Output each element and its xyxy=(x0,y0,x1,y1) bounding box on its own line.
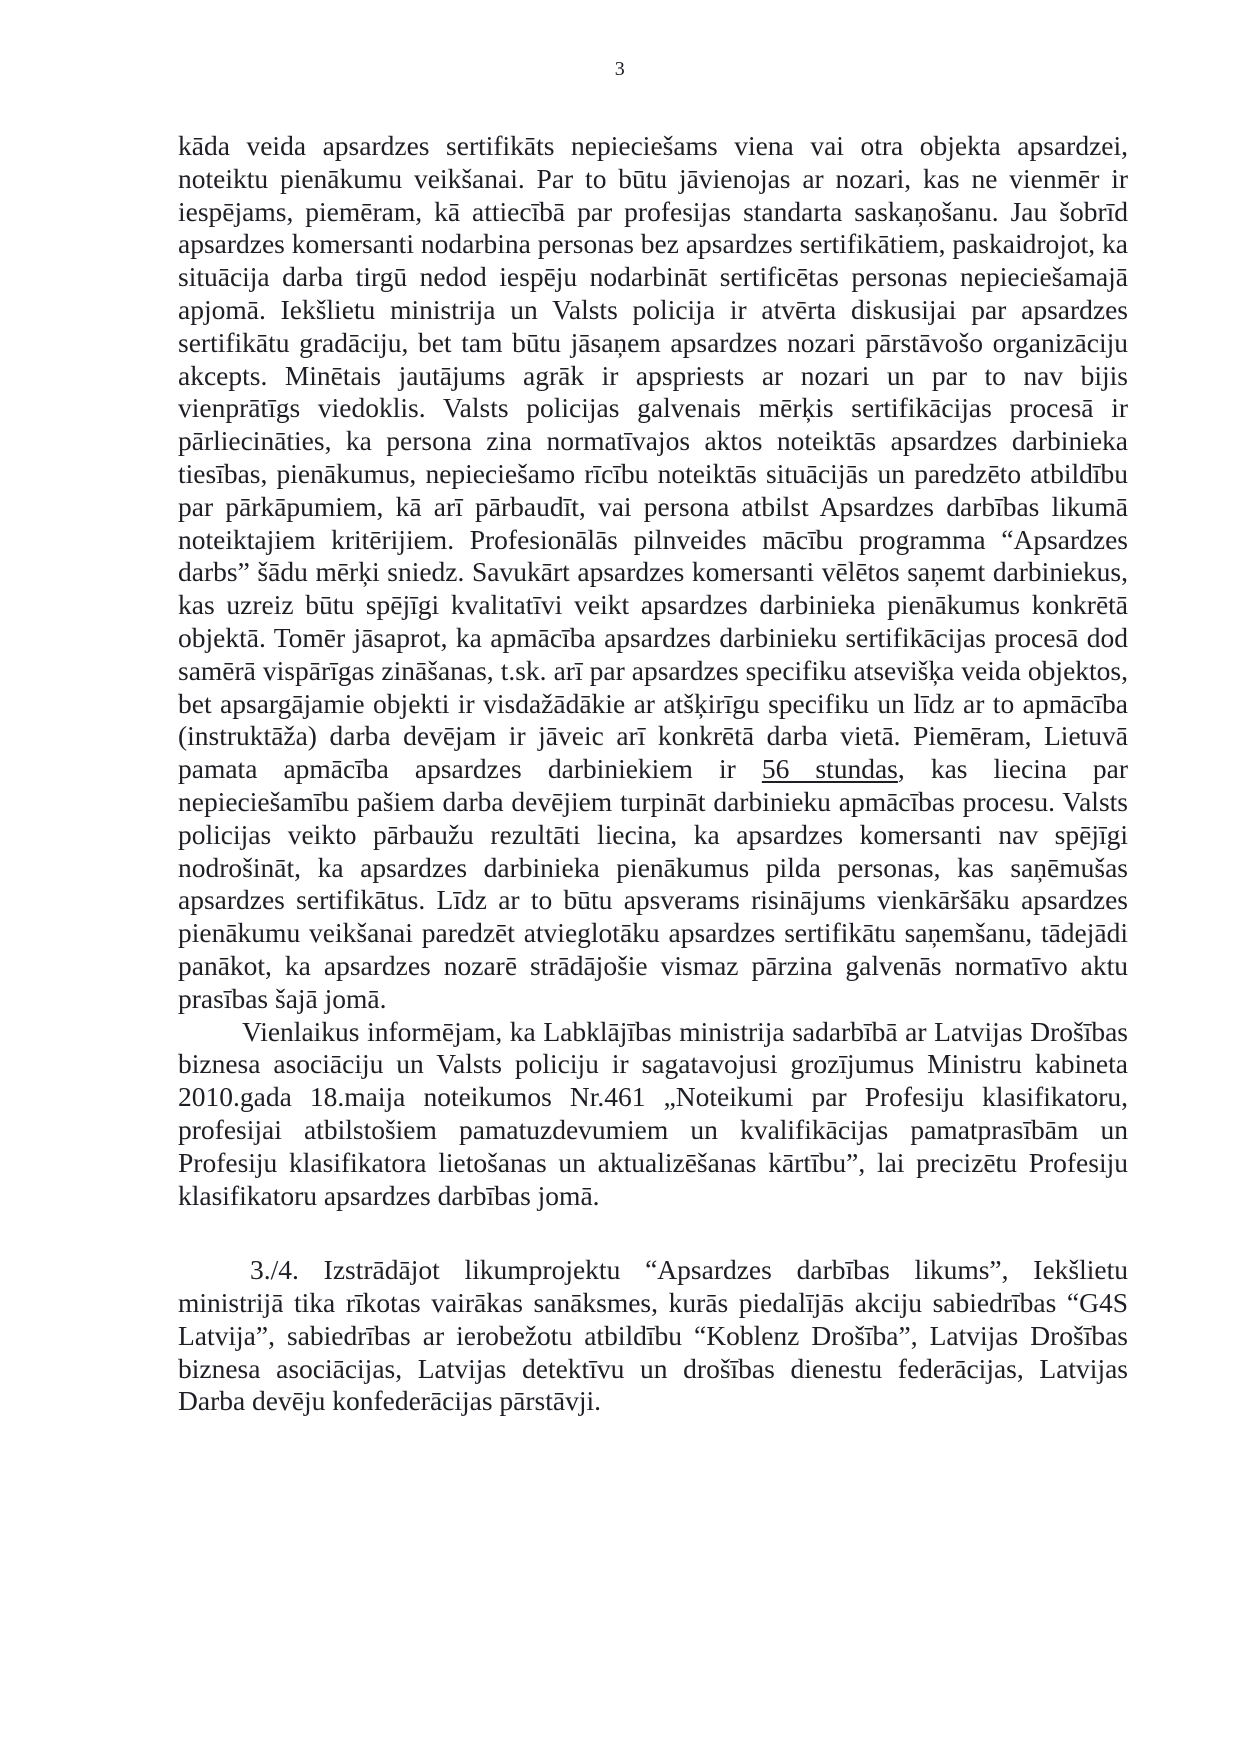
paragraph-text: , kas liecina par nepieciešamību pašiem darba devējiem turpināt darbinieku apmācības procesu. Valsts policijas veikto pārbaužu rezultāti liecina, ka apsardzes komersanti nav spējīgi nodrošināt, ka apsardzes darbinieka pienākumus pilda personas, kas saņēmušas apsardzes sertifikātus. Līdz ar to būtu apsverams risinājums vienkāršāku apsardzes pienākumu veikšanai paredzēt atvieglotāku apsardzes sertifikātu saņemšanu, tādejādi panākot, ka apsardzes nozarē strādājošie vismaz pārzina galvenās normatīvo aktu prasības šajā jomā. xyxy=(178,753,1129,1014)
paragraph-text: kāda veida apsardzes sertifikāts nepieciešams viena vai otra objekta apsardzei, noteiktu pienākumu veikšanai. Par to būtu jāvienojas ar nozari, kas ne vienmēr ir iespējams, piemēram, kā attiecībā par profesijas standarta saskaņošanu. Jau šobrīd apsardzes komersanti nodarbina personas bez apsardzes sertifikātiem, paskaidrojot, ka situācija darba tirgū nedod iespēju nodarbināt sertificētas personas nepieciešamajā apjomā. Iekšlietu ministrija un Valsts policija ir atvērta diskusijai par apsardzes sertifikātu gradāciju, bet tam būtu jāsaņem apsardzes nozari pārstāvošo organizāciju akcepts. Minētais jautājums agrāk ir apspriests ar nozari un par to nav bijis vienprātīgs viedoklis. Valsts policijas galvenais mērķis sertifikācijas procesā ir pārliecināties, ka persona zina normatīvajos aktos noteiktās apsardzes darbinieka tiesības, pienākumus, nepieciešamo rīcību noteiktās situācijās un paredzēto atbildību par pārkāpumiem, kā arī pārbaudīt, vai persona atbilst Apsardzes darbības likumā noteiktajiem kritērijiem. Profesionālās pilnveides mācību programma “Apsardzes darbs” šādu mērķi sniedz. Savukārt apsardzes komersanti vēlētos saņemt darbiniekus, kas uzreiz būtu spējīgi kvalitatīvi veikt apsardzes darbinieka pienākumus konkrētā objektā. Tomēr jāsaprot, ka apmācība apsardzes darbinieku sertifikācijas procesā dod samērā vispārīgas zināšanas, t.sk. arī par apsardzes specifiku atsevišķa veida objektos, bet apsargājamie objekti ir visdažādākie ar atšķirīgu specifiku un līdz ar to apmācība (instruktāža) darba devējam ir jāveic arī konkrētā darba vietā. Piemēram, Lietuvā pamata apmācība apsardzes darbiniekiem ir xyxy=(178,130,1128,785)
paragraph-text: 3./4. Izstrādājot likumprojektu “Apsardzes darbības likums”, Iekšlietu ministrijā tika rīkotas vairākas sanāksmes, kurās piedalījās akciju sabiedrības “G4S Latvija”, sabiedrības ar ierobežotu atbildību “Koblenz Drošība”, Latvijas Drošības biznesa asociācijas, Latvijas detektīvu un drošības dienestu federācijas, Latvijas Darba devēju konfederācijas pārstāvji. xyxy=(178,1254,1128,1417)
paragraph-text: Vienlaikus informējam, ka Labklājības ministrija sadarbībā ar Latvijas Drošības biznesa asociāciju un Valsts policiju ir sagatavojusi grozījumus Ministru kabineta 2010.gada 18.maija noteikumos Nr.461 „Noteikumi par Profesiju klasifikatoru, profesijai atbilstošiem pamatuzdevumiem un kvalifikācijas pamatprasībām un Profesiju klasifikatora lietošanas un aktualizēšanas kārtību”, lai precizētu Profesiju klasifikatoru apsardzes darbības jomā. xyxy=(178,1015,1128,1211)
underlined-hours-figure: 56 stundas xyxy=(761,753,898,785)
paragraph-security-certificates xyxy=(178,130,1128,1016)
page-number: 3 xyxy=(614,58,626,80)
paragraph-section-3-4 xyxy=(178,1254,1128,1418)
paragraph-welfare-ministry xyxy=(178,1016,1128,1213)
document-body xyxy=(178,130,1128,1418)
